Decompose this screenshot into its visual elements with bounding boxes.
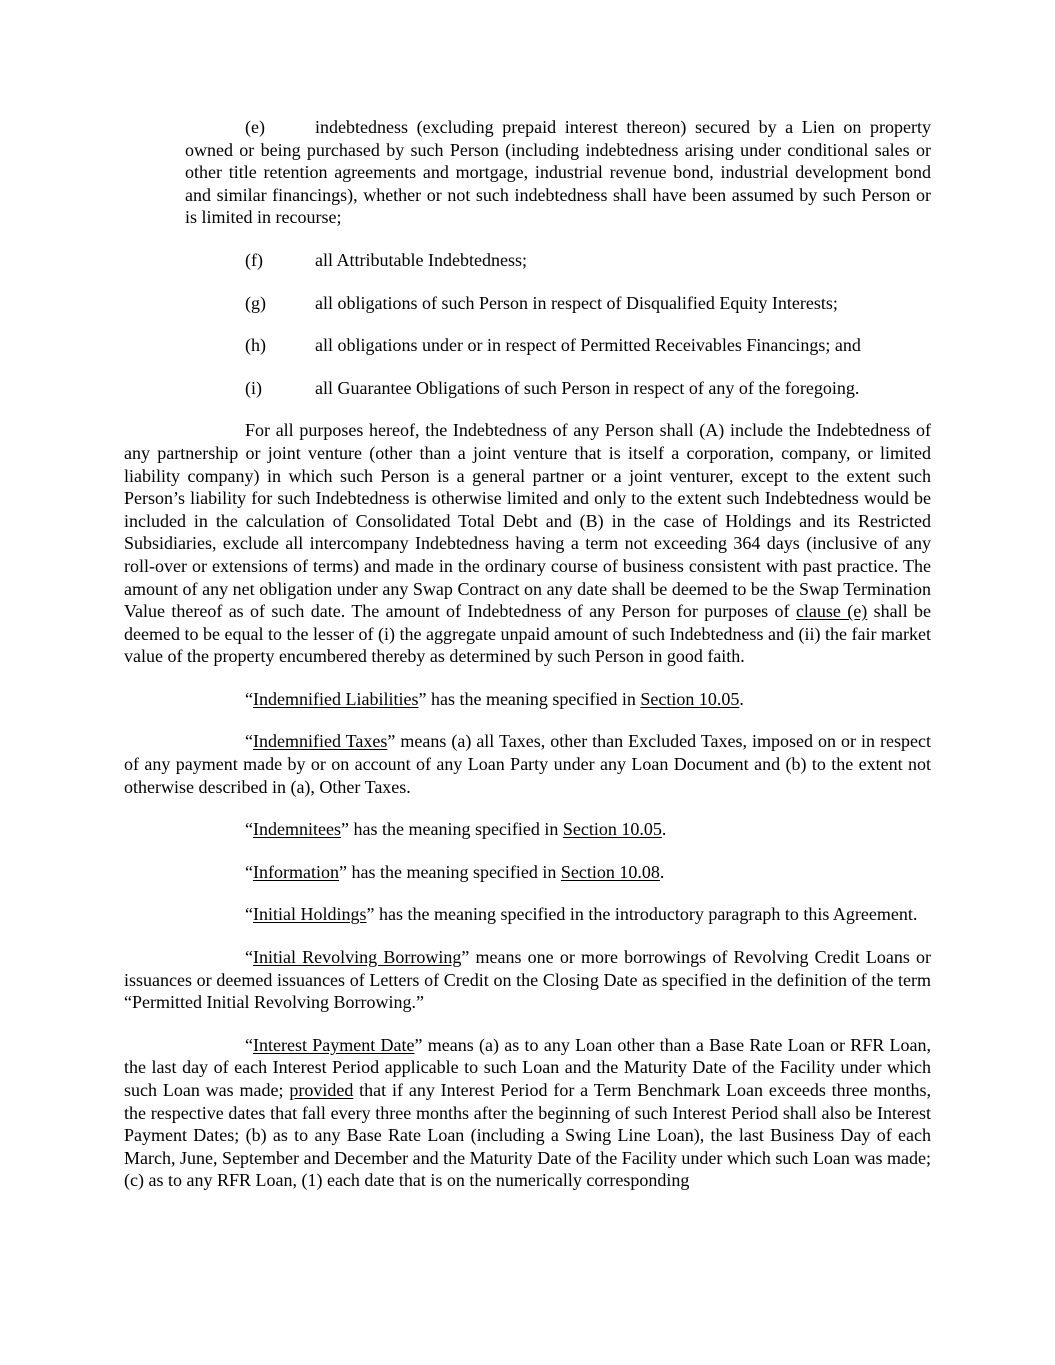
clause-e-text: indebtedness (excluding prepaid interest thereon) secured by a Lien on property owned or being purchased by such Person (including indebtedness arising under conditional sales or other title retention agreements and mortgage, industrial revenue bond, industrial development bond and similar financings), whether or not such indebtedness shall have been assumed by such Person or is limited in recourse; xyxy=(185,117,931,228)
definition-indemnified-taxes-text: “Indemnified Taxes” means (a) all Taxes, other than Excluded Taxes, imposed on or in respect of any payment made by or on account of any Loan Party under any Loan Document and (b) to the extent not otherwise described in (a), Other Taxes. xyxy=(124,731,931,797)
clause-f-paragraph xyxy=(185,249,931,272)
definition-indemnitees-text: “Indemnitees” has the meaning specified in Section 10.05. xyxy=(245,819,667,840)
clause-g-text: all obligations of such Person in respect of Disqualified Equity Interests; xyxy=(315,292,838,313)
indebtedness-wrapup-text: For all purposes hereof, the Indebtedness of any Person shall (A) include the Indebtedness of any partnership or joint venture (other than a joint venture that is itself a corporation, company, or limited liability company) in which such Person is a general partner or a joint venturer, except to the extent such Person’s liability for such Indebtedness is otherwise limited and only to the extent such Indebtedness would be included in the calculation of Consolidated Total Debt and (B) in the case of Holdings and its Restricted Subsidiaries, exclude all intercompany Indebtedness having a term not exceeding 364 days (inclusive of any roll-over or extensions of terms) and made in the ordinary course of business consistent with past practice. The amount of any net obligation under any Swap Contract on any date shall be deemed to be the Swap Termination Value thereof as of such date. The amount of Indebtedness of any Person for purposes of clause (e) shall be deemed to be equal to the lesser of (i) the aggregate unpaid amount of such Indebtedness and (ii) the fair market value of the property encumbered thereby as determined by such Person in good faith. xyxy=(124,420,931,667)
clause-f-label: (f) xyxy=(245,249,263,270)
definition-initial-revolving-borrowing xyxy=(124,946,931,1014)
clause-f-text: all Attributable Indebtedness; xyxy=(315,249,527,270)
clause-h-text: all obligations under or in respect of Permitted Receivables Financings; and xyxy=(315,335,861,356)
definition-indemnified-liabilities xyxy=(124,688,931,711)
clause-h-paragraph xyxy=(185,334,931,357)
definition-initial-holdings xyxy=(124,903,931,926)
clause-e-label: (e) xyxy=(245,117,265,137)
definition-information xyxy=(124,861,931,884)
clause-h-label: (h) xyxy=(245,335,266,356)
clause-i-paragraph xyxy=(185,377,931,400)
definition-interest-payment-date-text: “Interest Payment Date” means (a) as to any Loan other than a Base Rate Loan or RFR Loan, the last day of each Interest Period applicable to such Loan and the Maturity Date of the Facility under which such Loan was made; provided that if any Interest Period for a Term Benchmark Loan exceeds three months, the respective dates that fall every three months after the beginning of such Interest Period shall also be Interest Payment Dates; (b) as to any Base Rate Loan (including a Swing Line Loan), the last Business Day of each March, June, September and December and the Maturity Date of the Facility under which such Loan was made; (c) as to any RFR Loan, (1) each date that is on the numerically corresponding xyxy=(124,1034,931,1191)
definition-indemnitees xyxy=(124,818,931,841)
indebtedness-wrapup-paragraph xyxy=(124,419,931,668)
definition-initial-holdings-text: “Initial Holdings” has the meaning specified in the introductory paragraph to this Agreement. xyxy=(245,904,918,925)
clause-e-paragraph xyxy=(185,116,931,229)
clause-i-label: (i) xyxy=(245,377,262,398)
definition-indemnified-taxes xyxy=(124,730,931,798)
clause-g-paragraph xyxy=(185,292,931,315)
definition-indemnified-liabilities-text: “Indemnified Liabilities” has the meaning specified in Section 10.05. xyxy=(245,688,744,709)
clause-i-text: all Guarantee Obligations of such Person in respect of any of the foregoing. xyxy=(315,377,860,398)
definition-initial-revolving-borrowing-text: “Initial Revolving Borrowing” means one or more borrowings of Revolving Credit Loans or issuances or deemed issuances of Letters of Credit on the Closing Date as specified in the definition of the term “Permitted Initial Revolving Borrowing.” xyxy=(124,947,932,1013)
definition-information-text: “Information” has the meaning specified in Section 10.08. xyxy=(245,861,665,882)
clause-g-label: (g) xyxy=(245,292,266,313)
definition-interest-payment-date xyxy=(124,1034,931,1192)
